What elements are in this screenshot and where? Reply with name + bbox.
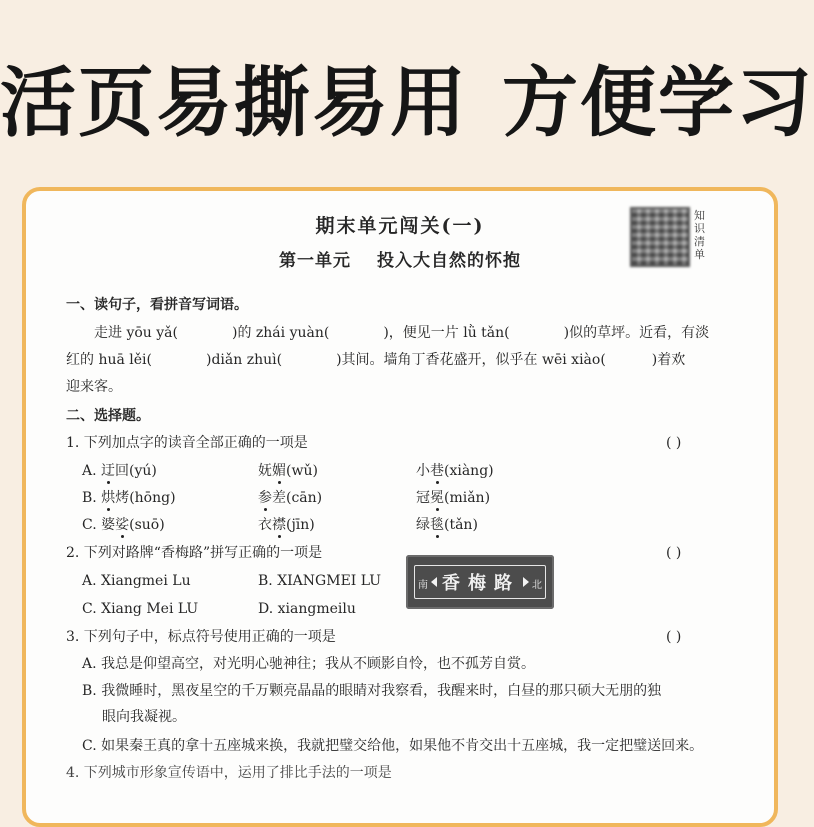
unit-label: 第一单元 [279, 251, 351, 271]
section1-line2: 红的 huā lěi( )diǎn zhuì( )其间。墙角丁香花盛开，似乎在 wēi xiào( )着欢 [66, 352, 686, 368]
worksheet-card [22, 187, 778, 827]
q4-stem-partial: 4. 下列城市形象宣传语中，运用了排比手法的一项是 [66, 765, 392, 781]
q2-option-b: B. XIANGMEI LU [258, 573, 382, 589]
q1-option-c1: C. 婆娑(suō) [82, 517, 165, 533]
q3-option-c: C. 如果秦王真的拿十五座城来换，我就把璧交给他，如果他不肯交出十五座城，我一定把璧送回来。 [82, 738, 704, 754]
q3-option-a: A. 我总是仰望高空，对光明心驰神往；我从不顾影自怜，也不孤芳自赏。 [82, 656, 536, 672]
section1-line1: 走进 yōu yǎ( )的 zhái yuàn( )，便见一片 lǜ tǎn( )似的草坪。近看，有淡 [94, 325, 710, 341]
q1-option-a3: 小巷(xiàng) [416, 463, 494, 479]
q3-option-b-line1: B. 我微睡时，黑夜星空的千万颗亮晶晶的眼睛对我察看，我醒来时，白昼的那只硕大无朋的独 [82, 683, 662, 699]
q1-option-b2: 参差(cān) [258, 490, 323, 506]
unit-topic: 投入大自然的怀抱 [377, 251, 521, 271]
q1-answer-paren[interactable]: ( ) [666, 435, 682, 451]
arrow-right-icon [523, 577, 529, 587]
section1-heading: 一、读句子，看拼音写词语。 [66, 297, 248, 313]
sign-north: 北 [532, 580, 542, 591]
q1-option-b1: B. 烘烤(hōng) [82, 490, 176, 506]
q1-stem: 1. 下列加点字的读音全部正确的一项是 [66, 435, 308, 451]
q1-option-a1: A. 迂回(yú) [82, 463, 157, 479]
worksheet-title: 期末单元闯关(一) [315, 215, 485, 237]
q2-option-a: A. Xiangmei Lu [82, 573, 191, 589]
q4-cutoff [66, 765, 706, 781]
q1-option-b3: 冠冕(miǎn) [416, 490, 491, 506]
headline-part2: 方便学习 [502, 58, 814, 147]
sign-text: 香梅路 [442, 573, 520, 594]
headline-part1: 活页易撕易用 [0, 58, 468, 147]
street-sign-panel [414, 565, 546, 599]
qr-code-icon[interactable] [630, 207, 690, 267]
q3-option-b-line2: 眼向我凝视。 [102, 709, 186, 725]
q1-option-c2: 衣襟(jīn) [258, 517, 315, 533]
section2-heading: 二、选择题。 [66, 408, 150, 424]
sign-south: 南 [418, 580, 428, 591]
q1-option-a2: 妩媚(wǔ) [258, 463, 318, 479]
q1-option-c3: 绿毯(tǎn) [416, 517, 478, 533]
street-sign-image [406, 555, 554, 609]
section1-line3: 迎来客。 [66, 379, 122, 395]
q2-stem: 2. 下列对路牌“香梅路”拼写正确的一项是 [66, 545, 323, 561]
q3-stem: 3. 下列句子中，标点符号使用正确的一项是 [66, 629, 336, 645]
headline [0, 58, 814, 148]
q2-option-c: C. Xiang Mei LU [82, 601, 199, 617]
qr-label: 知识清单 [694, 209, 705, 261]
q2-answer-paren[interactable]: ( ) [666, 545, 682, 561]
q3-answer-paren[interactable]: ( ) [666, 629, 682, 645]
q2-option-d: D. xiangmeilu [258, 601, 356, 617]
